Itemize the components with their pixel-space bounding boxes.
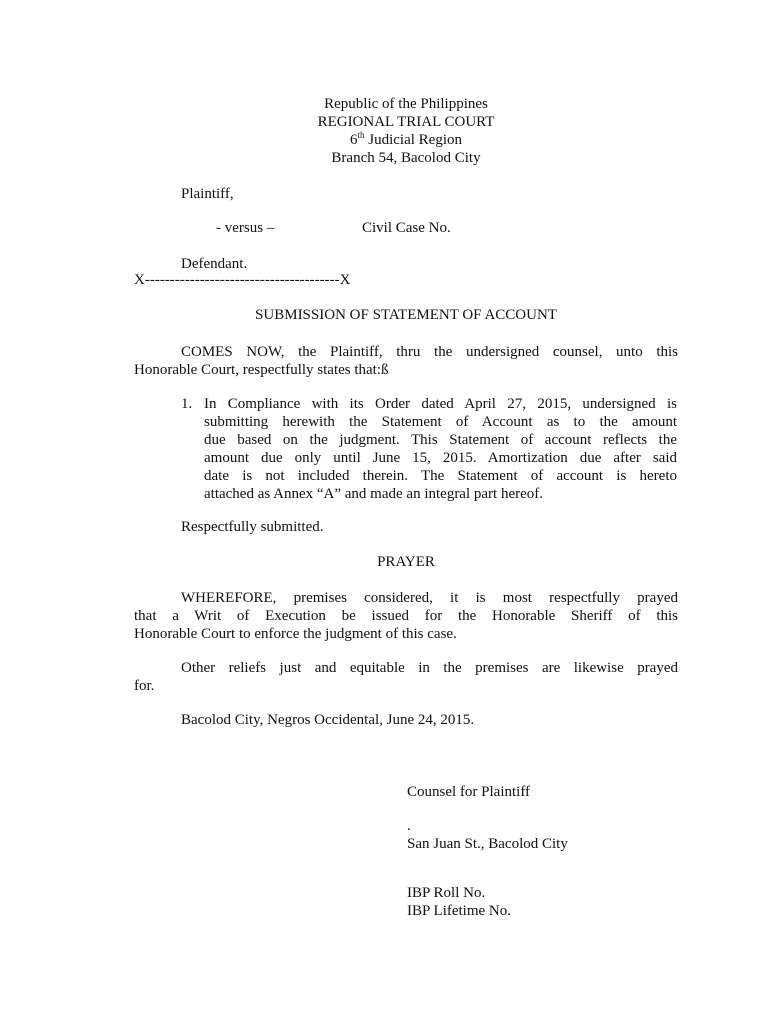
item-1-line: date is not included therein. The Statement of account is hereto xyxy=(204,468,677,484)
item-1-line: due based on the judgment. This Statement of account reflects the xyxy=(204,432,677,448)
item-1-line: submitting herewith the Statement of Account as to the amount xyxy=(204,414,677,430)
ibp-lifetime-no: IBP Lifetime No. xyxy=(407,903,512,919)
item-1-line: attached as Annex “A” and made an integral part hereof. xyxy=(204,486,544,502)
caption-versus: - versus – xyxy=(216,220,275,236)
caption-plaintiff: Plaintiff, xyxy=(181,186,234,202)
ibp-roll-no: IBP Roll No. xyxy=(407,885,486,901)
prayer-line: Honorable Court to enforce the judgment of this case. xyxy=(134,626,457,642)
intro-line-1: COMES NOW, the Plaintiff, thru the undersigned counsel, unto this xyxy=(181,344,678,360)
header-republic: Republic of the Philippines xyxy=(324,96,488,112)
prayer-line: that a Writ of Execution be issued for the Honorable Sheriff of this xyxy=(134,608,678,624)
header-region xyxy=(134,131,678,149)
item-1-paragraph xyxy=(204,395,677,503)
signature-dot: . xyxy=(407,818,411,834)
place-date: Bacolod City, Negros Occidental, June 24, 2015. xyxy=(181,712,475,728)
item-1-number: 1. xyxy=(181,396,193,412)
caption-divider: X---------------------------------------X xyxy=(134,272,351,288)
header-court: REGIONAL TRIAL COURT xyxy=(317,114,495,130)
intro-paragraph xyxy=(134,343,678,379)
respectfully-submitted: Respectfully submitted. xyxy=(181,519,324,535)
prayer-line: WHEREFORE, premises considered, it is most respectfully prayed xyxy=(181,590,678,606)
caption-defendant: Defendant. xyxy=(181,256,248,272)
item-1-line: amount due only until June 15, 2015. Amortization due after said xyxy=(204,450,677,466)
caption-case-no: Civil Case No. xyxy=(362,220,451,236)
region-text: Judicial Region xyxy=(364,132,462,148)
other-reliefs-paragraph xyxy=(134,659,678,695)
document-title: SUBMISSION OF STATEMENT OF ACCOUNT xyxy=(255,307,557,323)
region-ordinal: th xyxy=(357,130,365,140)
header-branch: Branch 54, Bacolod City xyxy=(331,150,481,166)
other-reliefs-line-1: Other reliefs just and equitable in the premises are likewise prayed xyxy=(181,660,678,676)
prayer-paragraph xyxy=(134,589,678,643)
counsel-address: San Juan St., Bacolod City xyxy=(407,836,568,852)
item-1-line: In Compliance with its Order dated April 27, 2015, undersigned is xyxy=(204,396,677,412)
prayer-heading: PRAYER xyxy=(377,554,435,570)
counsel-for-plaintiff: Counsel for Plaintiff xyxy=(407,784,531,800)
other-reliefs-line-2: for. xyxy=(134,678,155,694)
intro-line-2: Honorable Court, respectfully states that:ß xyxy=(134,362,389,378)
region-number: 6 xyxy=(349,132,358,148)
